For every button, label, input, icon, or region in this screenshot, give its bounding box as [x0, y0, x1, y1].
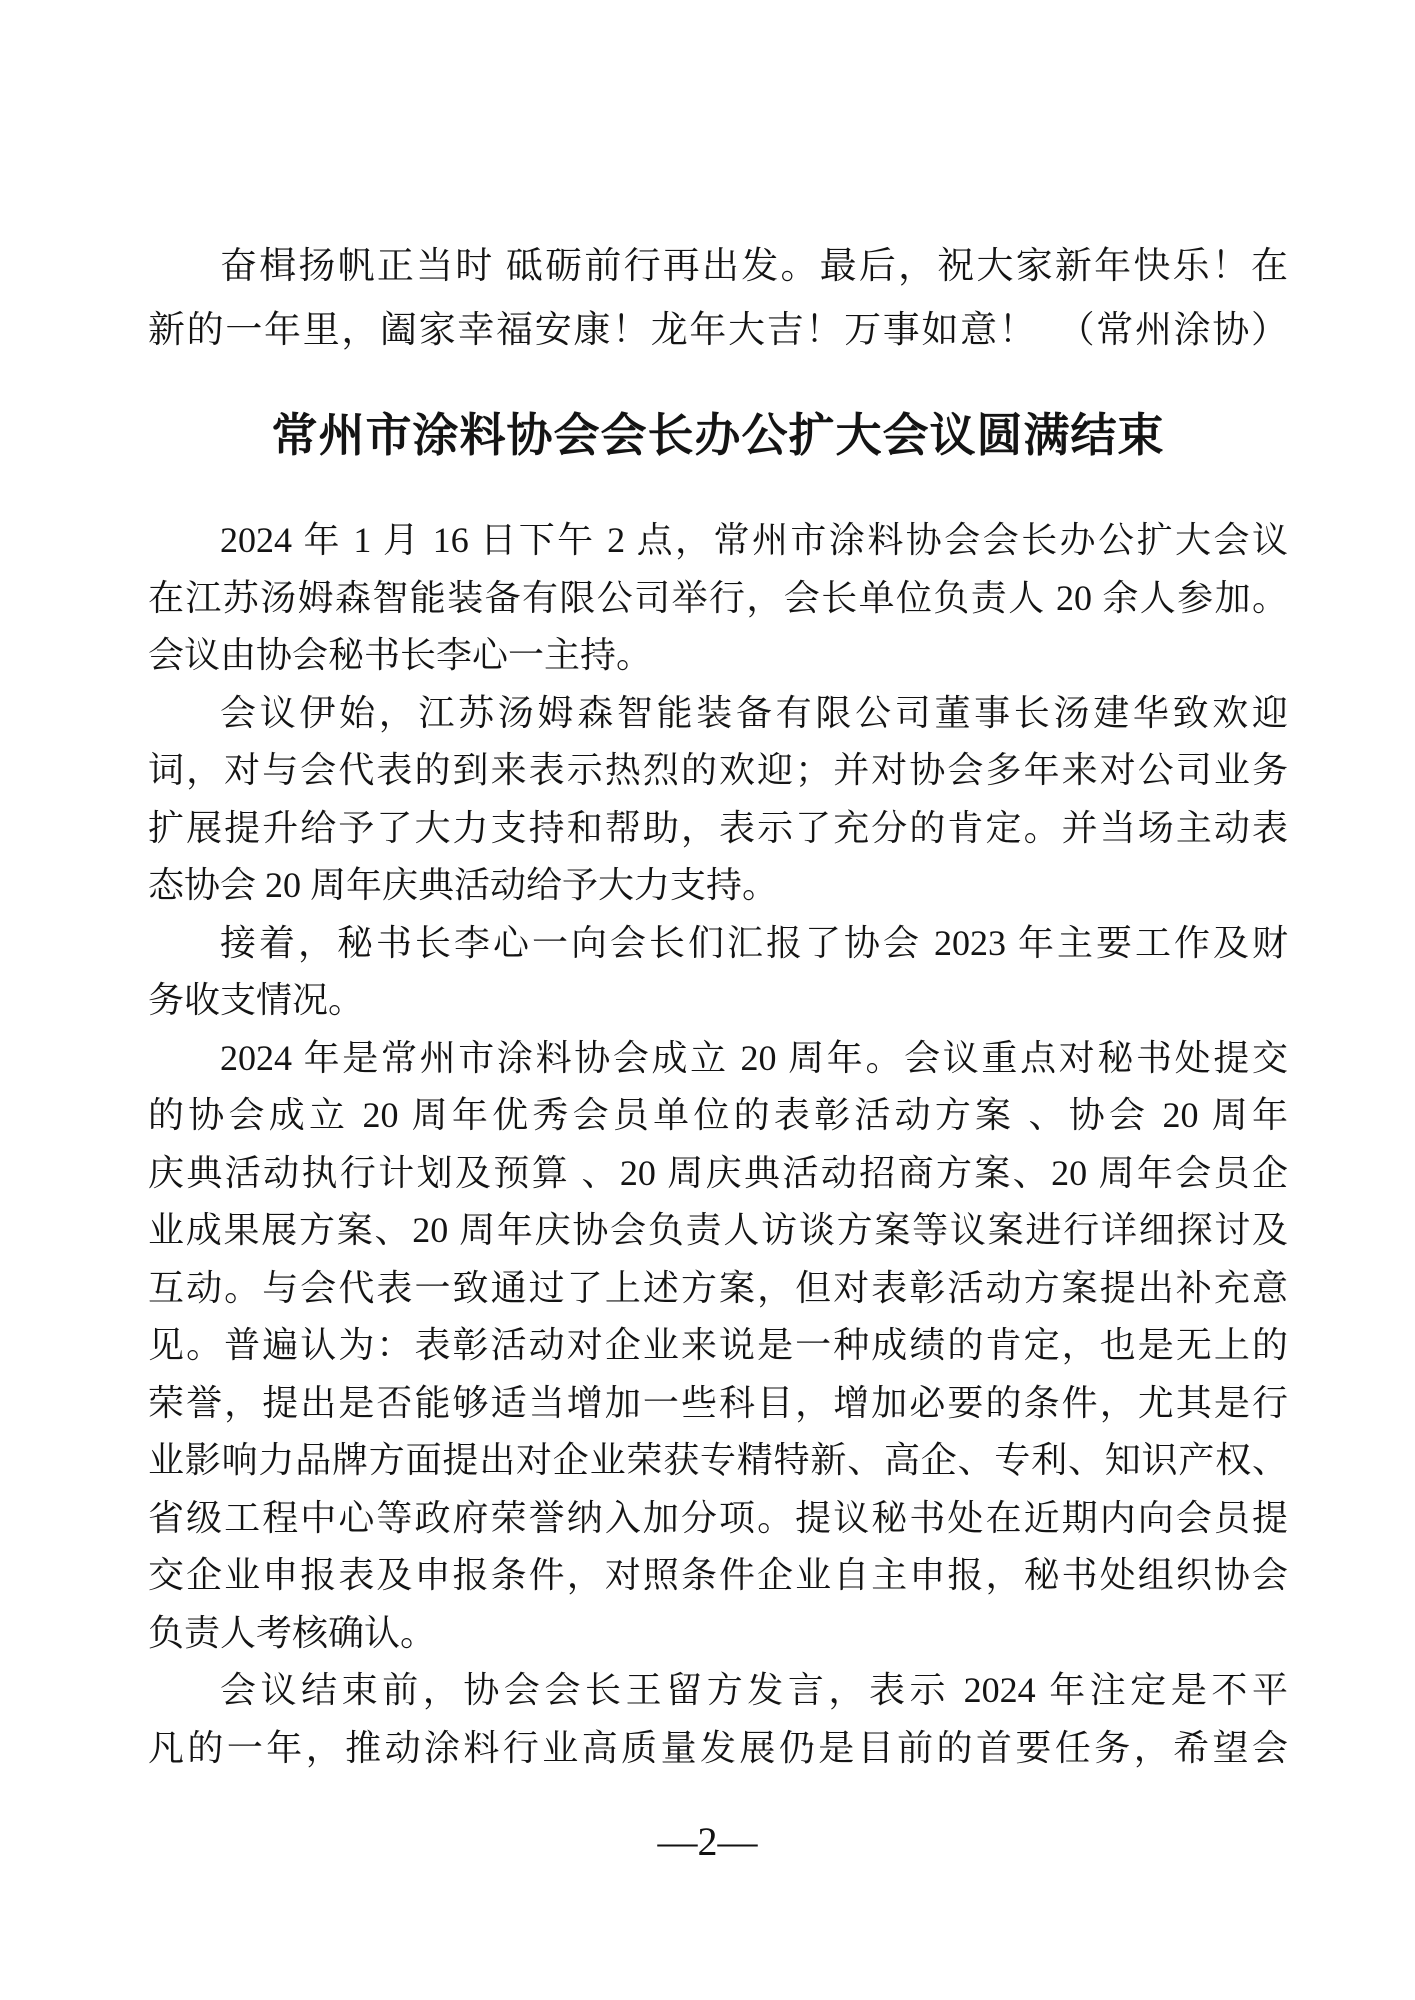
text-line: 接着，秘书长李心一向会长们汇报了协会 2023 年主要工作及财: [220, 922, 1288, 963]
text-line: 2024 年是常州市涂料协会成立 20 周年。会议重点对秘书处提交: [220, 1037, 1288, 1078]
text-line: 业成果展方案、20 周年庆协会负责人访谈方案等议案进行详细探讨及: [148, 1210, 1288, 1250]
article-title: 常州市涂料协会会长办公扩大会议圆满结束: [271, 410, 1165, 461]
text-line: 荣誉，提出是否能够适当增加一些科目，增加必要的条件，尤其是行: [148, 1382, 1288, 1423]
text-line: 扩展提升给予了大力支持和帮助，表示了充分的肯定。并当场主动表: [148, 807, 1288, 848]
text-line: 2024 年 1 月 16 日下午 2 点，常州市涂料协会会长办公扩大会议: [220, 520, 1288, 560]
page-content: [148, 235, 1288, 1777]
page-number: —2—: [657, 1819, 758, 1864]
text-line: 互动。与会代表一致通过了上述方案，但对表彰活动方案提出补充意: [148, 1267, 1288, 1308]
text-line: 新的一年里，阖家幸福安康！龙年大吉！万事如意！ （常州涂协）: [148, 310, 1288, 351]
text-line: 会议结束前，协会会长王留方发言，表示 2024 年注定是不平: [220, 1670, 1288, 1710]
text-line: 见。普遍认为：表彰活动对企业来说是一种成绩的肯定，也是无上的: [148, 1325, 1288, 1365]
text-line: 业影响力品牌方面提出对企业荣获专精特新、高企、专利、知识产权、: [148, 1440, 1288, 1480]
text-line: 会议由协会秘书长李心一主持。: [148, 635, 653, 675]
text-line: 凡的一年，推动涂料行业高质量发展仍是目前的首要任务，希望会: [148, 1727, 1288, 1768]
text-line: 省级工程中心等政府荣誉纳入加分项。提议秘书处在近期内向会员提: [148, 1497, 1288, 1538]
text-line: 的协会成立 20 周年优秀会员单位的表彰活动方案 、协会 20 周年: [148, 1095, 1288, 1135]
paragraph-3: [148, 915, 1288, 1030]
text-line: 负责人考核确认。: [148, 1612, 437, 1653]
closing-paragraph: [148, 235, 1288, 363]
paragraph-4: [148, 1030, 1288, 1663]
text-line: 词，对与会代表的到来表示热烈的欢迎；并对协会多年来对公司业务: [148, 750, 1288, 790]
text-line: 庆典活动执行计划及预算 、20 周庆典活动招商方案、20 周年会员企: [148, 1152, 1288, 1193]
text-line: 务收支情况。: [148, 980, 365, 1020]
paragraph-5: [148, 1662, 1288, 1777]
text-line: 奋楫扬帆正当时 砥砺前行再出发。最后，祝大家新年快乐！在: [220, 246, 1288, 287]
paragraph-2: [148, 685, 1288, 915]
text-line: 在江苏汤姆森智能装备有限公司举行，会长单位负责人 20 余人参加。: [148, 577, 1288, 618]
text-line: 交企业申报表及申报条件，对照条件企业自主申报，秘书处组织协会: [148, 1555, 1288, 1595]
text-line: 态协会 20 周年庆典活动给予大力支持。: [148, 865, 779, 905]
text-line: 会议伊始，江苏汤姆森智能装备有限公司董事长汤建华致欢迎: [220, 692, 1288, 733]
paragraph-1: [148, 512, 1288, 685]
article-body: [148, 512, 1288, 1777]
